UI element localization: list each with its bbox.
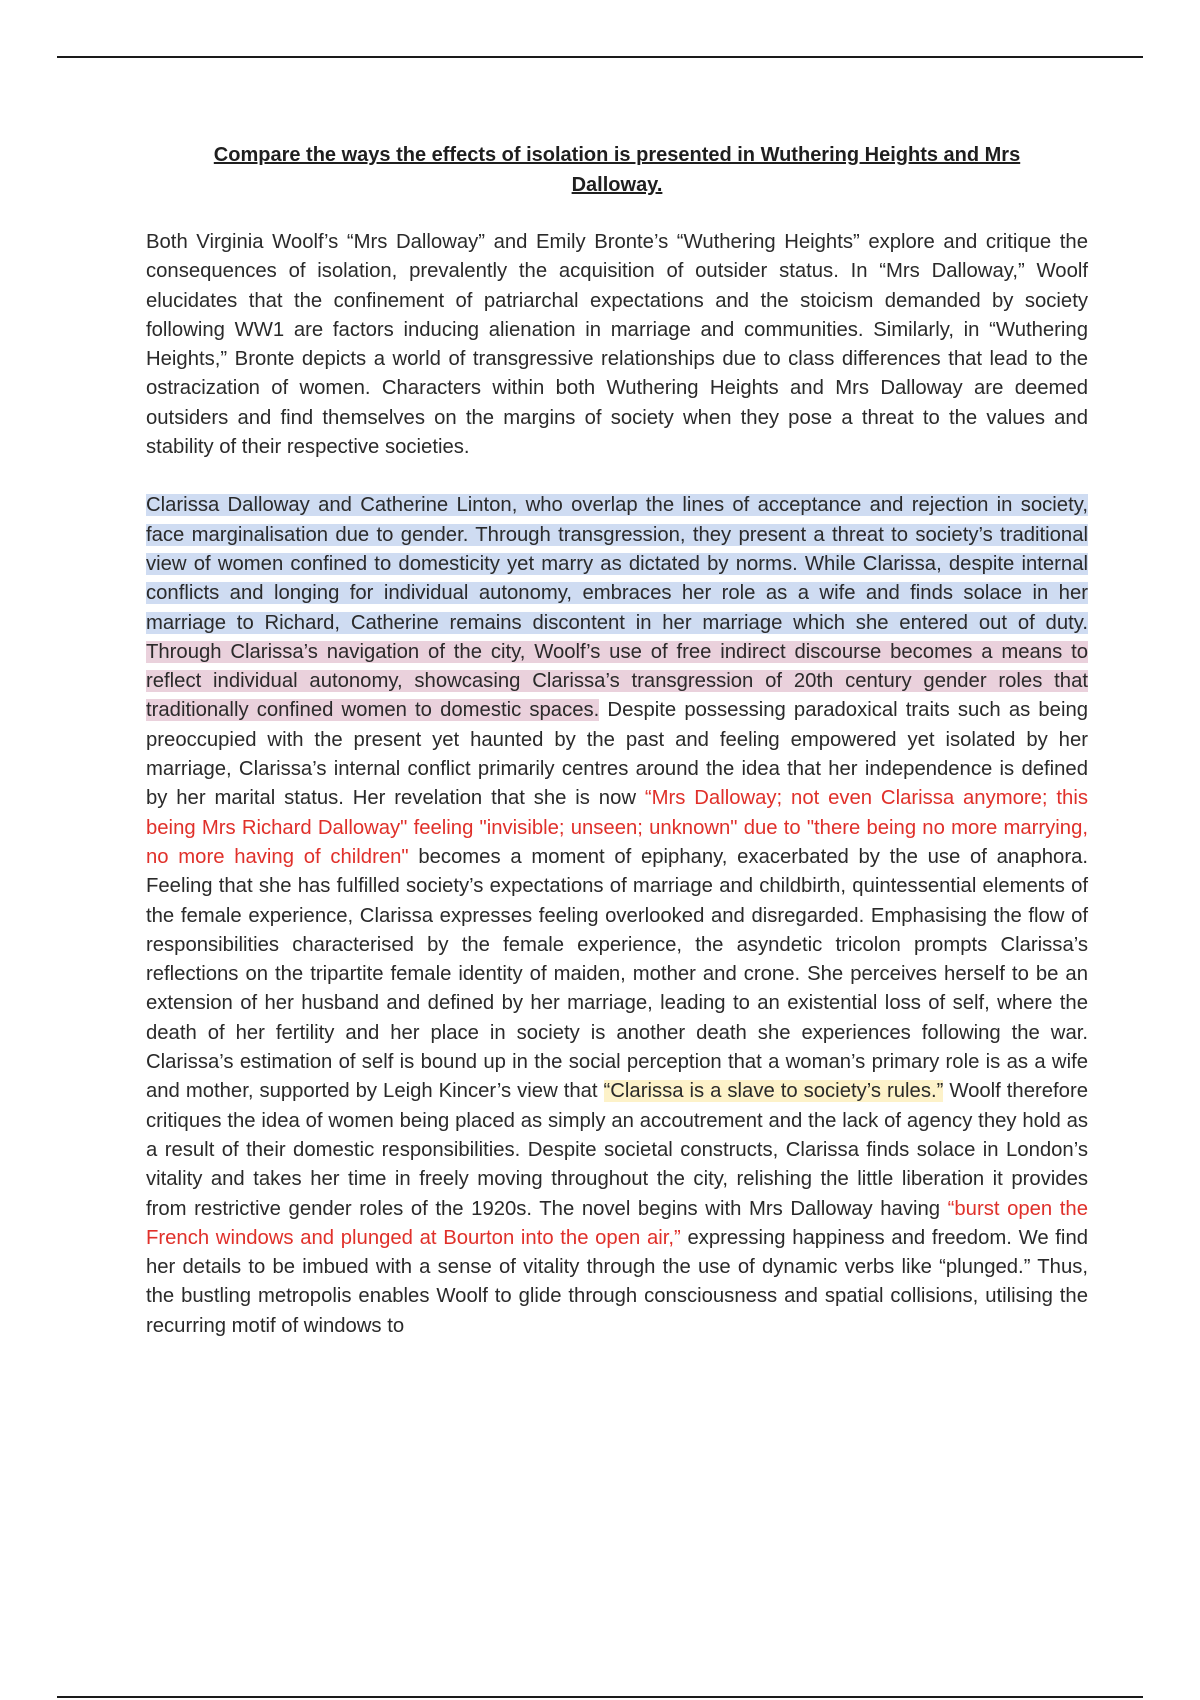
paragraph-intro: Both Virginia Woolf’s “Mrs Dalloway” and Emily Bronte’s “Wuthering Heights” explore and critique the consequences of isolation, prevalently the acquisition of outsider status. In “Mrs Dalloway,” Woolf elucidates that the confinement of patriarchal expectations and the stoicism demanded by society following WW1 are factors inducing alienation in marriage and communities. Similarly, in “Wuthering Heights,” Bronte depicts a world of transgressive relationships due to class differences that lead to the ostracization of women. Characters within both Wuthering Heights and Mrs Dalloway are deemed outsiders and find themselves on the margins of society when they pose a threat to the values and stability of their respective societies. — [146, 231, 1088, 459]
document-body — [146, 140, 1088, 1370]
highlight-yellow: “Clarissa is a slave to society’s rules.” — [603, 1080, 944, 1103]
quote-red: “Mrs Dalloway; not even Clarissa anymore; this being Mrs Richard Dalloway" feeling "invisible; unseen; unknown" due to "there being no more marrying, no more having of children" — [146, 787, 1088, 868]
body-text: Woolf therefore critiques the idea of women being placed as simply an accoutrement and the lack of agency they hold as a result of their domestic responsibilities. Despite societal constructs, Clarissa finds solace in London’s vitality and takes her time in freely moving throughout the city, relishing the little liberation it provides from restrictive gender roles of the 1920s. The novel begins with Mrs Dalloway having — [146, 1080, 1088, 1220]
bottom-rule — [57, 1696, 1143, 1698]
paragraph-clarissa — [146, 491, 1088, 1341]
highlight-pink: Through Clarissa’s navigation of the city, Woolf’s use of free indirect discourse becomes a means to reflect individual autonomy, showcasing Clarissa’s transgression of 20th century gender roles that traditionally confined women to domestic spaces. — [146, 640, 1088, 722]
essay-title: Compare the ways the effects of isolation is presented in Wuthering Heights and Mrs Dalloway. — [213, 144, 1021, 196]
quote-red: “burst open the French windows and plunged at Bourton into the open air,” — [146, 1197, 1088, 1249]
top-rule — [57, 56, 1143, 58]
body-text: becomes a moment of epiphany, exacerbated by the use of anaphora. Feeling that she has fulfilled society’s expectations of marriage and childbirth, quintessential elements of the female experience, Clarissa expresses feeling overlooked and disregarded. Emphasising the flow of responsibilities characterised by the female experience, the asyndetic tricolon prompts Clarissa’s reflections on the tripartite female identity of maiden, mother and crone. She perceives herself to be an extension of her husband and defined by her marriage, leading to an existential loss of self, where the death of her fertility and her place in society is another death she experiences following the war. Clarissa’s estimation of self is bound up in the social perception that a woman’s primary role is as a wife and mother, supported by Leigh Kincer’s view that — [146, 845, 1088, 1103]
body-text: Despite possessing paradoxical traits such as being preoccupied with the present yet haunted by the past and feeling empowered yet isolated by her marriage, Clarissa’s internal conflict primarily centres around the idea that her independence is defined by her marital status. Her revelation that she is now — [146, 699, 1089, 810]
highlight-blue: Clarissa Dalloway and Catherine Linton, who overlap the lines of acceptance and rejection in society, face marginalisation due to gender. Through transgression, they present a threat to society’s traditional view of women confined to domesticity yet marry as dictated by norms. While Clarissa, despite internal conflicts and longing for individual autonomy, embraces her role as a wife and finds solace in her marriage to Richard, Catherine remains discontent in her marriage which she entered out of duty. — [146, 494, 1088, 634]
body-text: expressing happiness and freedom. We find her details to be imbued with a sense of vitality through the use of dynamic verbs like “plunged.” Thus, the bustling metropolis enables Woolf to glide through consciousness and spatial collisions, utilising the recurring motif of windows to — [146, 1226, 1088, 1337]
